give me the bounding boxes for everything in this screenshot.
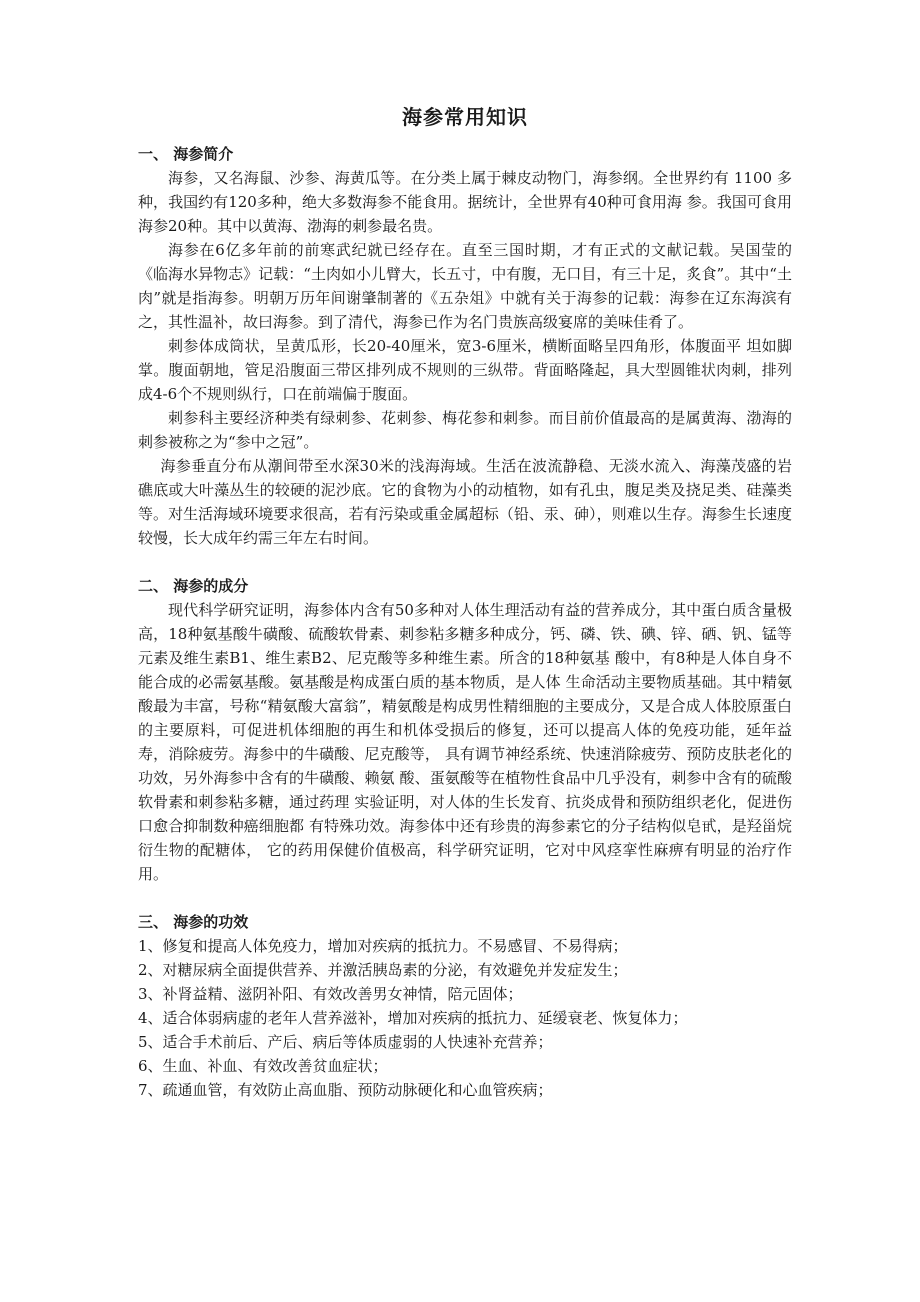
paragraph: 现代科学研究证明，海参体内含有50多种对人体生理活动有益的营养成分，其中蛋白质含量极高，18种氨基酸牛磺酸、硫酸软骨素、刺参粘多糖多种成分，钙、磷、铁、碘、锌、硒、钒、锰等元素及维生素B1、维生素B2、尼克酸等多种维生素。所含的18种氨基 酸中，有8种是人体自身不能合成的必需氨基酸。氨基酸是构成蛋白质的基本物质，是人体 生命活动主要物质基础。其中精氨酸最为丰富，号称“精氨酸大富翁”，精氨酸是构成男性精细胞的主要成分，又是合成人体胶原蛋白的主要原料，可促进机体细胞的再生和机体受损后的修复，还可以提高人体的免疫功能，延年益寿，消除疲劳。海参中的牛磺酸、尼克酸等， 具有调节神经系统、快速消除疲劳、预防皮肤老化的功效，另外海参中含有的牛磺酸、赖氨 酸、蛋氨酸等在植物性食品中几乎没有，刺参中含有的硫酸软骨素和刺参粘多糖，通过药理 实验证明，对人体的生长发育、抗炎成骨和预防组织老化，促进伤口愈合抑制数种癌细胞都 有特殊功效。海参体中还有珍贵的海参素它的分子结构似皂甙，是羟甾烷衍生物的配糖体， 它的药用保健价值极高，科学研究证明，它对中风痉挛性麻痹有明显的治疗作用。 (138, 601, 792, 883)
section-gap (138, 550, 792, 574)
list-item: 7、疏通血管，有效防止高血脂、预防动脉硬化和心血管疾病； (138, 1081, 553, 1099)
section-heading-benefits: 三、 海参的功效 (138, 913, 249, 931)
paragraph: 刺参科主要经济种类有绿刺参、花刺参、梅花参和刺参。而目前价值最高的是属黄海、渤海的刺参被称之为“参中之冠”。 (138, 409, 792, 451)
list-item: 4、适合体弱病虚的老年人营养滋补，增加对疾病的抵抗力、延缓衰老、恢复体力； (138, 1009, 688, 1027)
page-title: 海参常用知识 (402, 105, 528, 129)
section-heading-intro: 一、 海参简介 (138, 145, 234, 163)
list-item: 1、修复和提高人体免疫力，增加对疾病的抵抗力。不易感冒、不易得病； (138, 937, 628, 955)
section-heading-composition: 二、 海参的成分 (138, 577, 249, 595)
paragraph: 海参在6亿多年前的前寒武纪就已经存在。直至三国时期，才有正式的文献记载。吴国莹的《临海水异物志》记载：“土肉如小儿臂大，长五寸，中有腹，无口目，有三十足，炙食”。其中“土肉”就是指海参。明朝万历年间谢肇制著的《五杂俎》中就有关于海参的记载：海参在辽东海滨有之，其性温补，故曰海参。到了清代，海参已作为名门贵族高级宴席的美味佳肴了。 (138, 241, 792, 331)
paragraph: 刺参体成筒状，呈黄瓜形，长20-40厘米，宽3-6厘米，横断面略呈四角形，体腹面平 坦如脚掌。腹面朝地，管足沿腹面三带区排列成不规则的三纵带。背面略隆起，具大型圆锥状肉刺，排列成4-6个不规则纵行，口在前端偏于腹面。 (138, 337, 792, 403)
list-item: 6、生血、补血、有效改善贫血症状； (138, 1057, 388, 1075)
paragraph: 海参，又名海鼠、沙参、海黄瓜等。在分类上属于棘皮动物门，海参纲。全世界约有 1100 多种，我国约有120多种，绝大多数海参不能食用。据统计，全世界有40种可食用海 参。我国可食用海参20种。其中以黄海、渤海的刺参最名贵。 (138, 169, 792, 235)
list-item: 2、对糖尿病全面提供营养、并激活胰岛素的分泌，有效避免并发症发生； (138, 961, 628, 979)
section-gap (138, 886, 792, 910)
list-item: 3、补肾益精、滋阴补阳、有效改善男女神情，陪元固体； (138, 985, 523, 1003)
paragraph: 海参垂直分布从潮间带至水深30米的浅海海域。生活在波流静稳、无淡水流入、海藻茂盛的岩礁底或大叶藻丛生的较硬的泥沙底。它的食物为小的动植物，如有孔虫，腹足类及挠足类、硅藻类等。对生活海域环境要求很高，若有污染或重金属超标（铅、汞、砷），则难以生存。海参生长速度较慢，长大成年约需三年左右时间。 (138, 457, 792, 547)
list-item: 5、适合手术前后、产后、病后等体质虚弱的人快速补充营养； (138, 1033, 553, 1051)
